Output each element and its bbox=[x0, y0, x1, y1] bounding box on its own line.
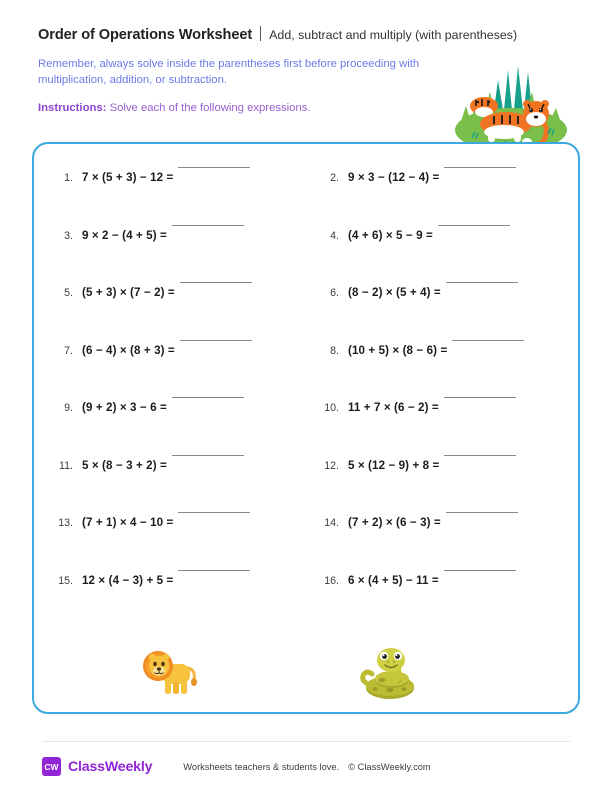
problem-number: 11. bbox=[59, 459, 73, 472]
answer-blank[interactable] bbox=[178, 570, 250, 571]
answer-blank[interactable] bbox=[172, 397, 244, 398]
problems-container bbox=[32, 142, 580, 714]
problem-item bbox=[34, 228, 322, 286]
problem-item bbox=[322, 515, 578, 573]
problem-expression: (7 + 1) × 4 − 10 = bbox=[82, 516, 174, 529]
problem-number: 6. bbox=[330, 287, 339, 299]
problem-item bbox=[322, 400, 578, 458]
problem-expression: 12 × (4 − 3) + 5 = bbox=[82, 573, 174, 587]
answer-blank[interactable] bbox=[446, 512, 518, 513]
footer-tagline: Worksheets teachers & students love. bbox=[183, 761, 340, 772]
problem-item bbox=[34, 515, 322, 573]
answer-blank[interactable] bbox=[444, 397, 516, 398]
answer-blank[interactable] bbox=[178, 512, 250, 513]
problem-expression: (6 − 4) × (8 + 3) = bbox=[82, 343, 175, 357]
remember-note: Remember, always solve inside the parentheses first before proceeding with multiplication, addition, or subtraction. bbox=[38, 58, 420, 86]
problem-expression: (7 + 2) × (6 − 3) = bbox=[348, 516, 441, 529]
problem-expression: (8 − 2) × (5 + 4) = bbox=[348, 286, 441, 299]
classweekly-logo-icon: CW bbox=[42, 757, 61, 776]
problem-number: 3. bbox=[64, 229, 73, 242]
problem-number: 2. bbox=[330, 172, 339, 184]
problem-number: 5. bbox=[64, 287, 73, 299]
answer-blank[interactable] bbox=[172, 455, 244, 456]
problem-number: 14. bbox=[324, 517, 339, 529]
snake-illustration bbox=[358, 644, 418, 702]
problem-expression: (9 + 2) × 3 − 6 = bbox=[82, 401, 167, 414]
problem-expression: 5 × (12 − 9) + 8 = bbox=[348, 458, 440, 472]
problem-item bbox=[322, 343, 578, 401]
problem-item bbox=[322, 573, 578, 631]
problem-item bbox=[34, 400, 322, 458]
problem-expression: (4 + 6) × 5 − 9 = bbox=[348, 228, 433, 242]
answer-blank[interactable] bbox=[438, 225, 510, 226]
problem-number: 12. bbox=[324, 459, 339, 472]
problem-number: 9. bbox=[64, 402, 73, 414]
problem-item bbox=[34, 343, 322, 401]
problem-item bbox=[322, 285, 578, 343]
answer-blank[interactable] bbox=[172, 225, 244, 226]
answer-blank[interactable] bbox=[444, 455, 516, 456]
page-title-subtitle: Add, subtract and multiply (with parentheses) bbox=[269, 28, 518, 42]
answer-blank[interactable] bbox=[452, 340, 524, 341]
page-title-main: Order of Operations Worksheet bbox=[38, 27, 253, 43]
problem-number: 13. bbox=[58, 517, 73, 529]
problems-grid bbox=[34, 170, 578, 630]
answer-blank[interactable] bbox=[446, 282, 518, 283]
footer-divider bbox=[42, 741, 570, 742]
title-divider bbox=[260, 26, 261, 41]
answer-blank[interactable] bbox=[444, 167, 516, 168]
problem-item bbox=[322, 458, 578, 516]
page-title bbox=[38, 24, 574, 43]
problem-item bbox=[34, 285, 322, 343]
instructions-label: Instructions: bbox=[38, 102, 107, 114]
problem-number: 10. bbox=[324, 402, 339, 414]
problem-number: 16. bbox=[324, 574, 339, 587]
brand-name: ClassWeekly bbox=[68, 758, 153, 775]
problem-number: 7. bbox=[64, 344, 73, 357]
problem-number: 1. bbox=[64, 172, 73, 184]
problem-item bbox=[34, 573, 322, 631]
problem-expression: 6 × (4 + 5) − 11 = bbox=[348, 573, 439, 587]
answer-blank[interactable] bbox=[180, 282, 252, 283]
problem-item bbox=[34, 170, 322, 228]
problem-item bbox=[322, 170, 578, 228]
problem-number: 8. bbox=[330, 344, 339, 357]
footer bbox=[42, 757, 570, 776]
problem-number: 15. bbox=[58, 574, 73, 587]
problem-expression: 9 × 3 − (12 − 4) = bbox=[348, 171, 440, 184]
lion-illustration bbox=[138, 644, 200, 702]
instructions-text: Solve each of the following expressions. bbox=[109, 102, 311, 114]
problem-item bbox=[322, 228, 578, 286]
tigers-illustration bbox=[448, 62, 574, 154]
footer-copyright: © ClassWeekly.com bbox=[348, 761, 431, 772]
answer-blank[interactable] bbox=[178, 167, 250, 168]
problem-expression: 9 × 2 − (4 + 5) = bbox=[82, 228, 167, 242]
problem-expression: (5 + 3) × (7 − 2) = bbox=[82, 286, 175, 299]
problem-item bbox=[34, 458, 322, 516]
problem-number: 4. bbox=[330, 229, 339, 242]
answer-blank[interactable] bbox=[444, 570, 516, 571]
problem-expression: (10 + 5) × (8 − 6) = bbox=[348, 343, 448, 357]
answer-blank[interactable] bbox=[180, 340, 252, 341]
problem-expression: 7 × (5 + 3) − 12 = bbox=[82, 171, 174, 184]
problem-expression: 11 + 7 × (6 − 2) = bbox=[348, 401, 439, 414]
problem-expression: 5 × (8 − 3 + 2) = bbox=[82, 458, 167, 472]
